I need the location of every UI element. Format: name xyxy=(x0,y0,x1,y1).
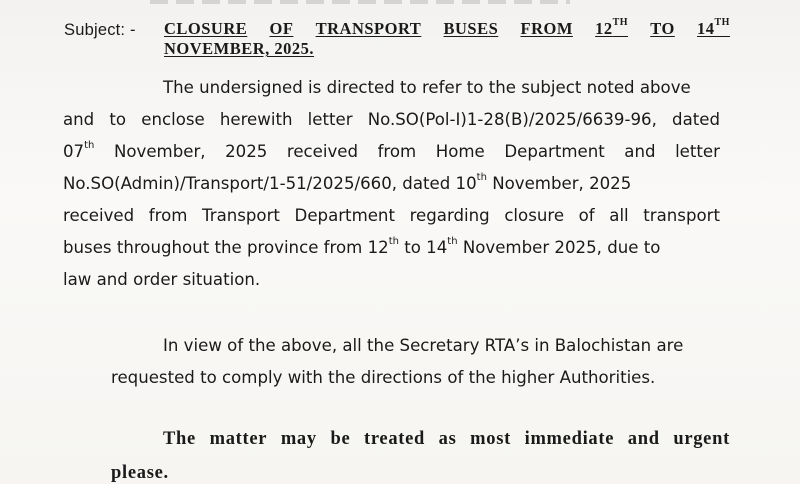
para1-line-2: and to enclose herewith letter No.SO(Pol-I)1-28(B)/2025/6639-96, dated xyxy=(63,110,720,129)
closing-line-1: The matter may be treated as most immediate and urgent xyxy=(163,429,730,449)
para1-line-4: No.SO(Admin)/Transport/1-51/2025/660, dated 10th November, 2025 xyxy=(63,172,632,193)
subject-word: CLOSURE xyxy=(164,19,248,38)
subject-date-start: 12TH xyxy=(595,17,629,38)
subject-word: TO xyxy=(650,19,675,38)
para2-line-1: In view of the above, all the Secretary RTA’s in Balochistan are xyxy=(163,336,684,355)
para1-line-3: 07th November, 2025 received from Home Department and letter xyxy=(63,140,720,161)
para1-line-5: received from Transport Department regarding closure of all transport xyxy=(63,206,720,225)
subject-date-end: 14TH xyxy=(697,17,730,38)
closing-line-2: please. xyxy=(111,463,169,483)
subject-title-line-1 xyxy=(164,19,730,39)
subject-label: Subject: - xyxy=(64,21,136,39)
cropped-top-line xyxy=(150,0,570,4)
para1-line-1: The undersigned is directed to refer to the subject noted above xyxy=(163,78,691,97)
para1-line-6: buses throughout the province from 12th to 14th November 2025, due to xyxy=(63,236,661,257)
subject-word: OF xyxy=(269,19,294,38)
subject-word: TRANSPORT xyxy=(315,19,422,38)
subject-title-line-2: NOVEMBER, 2025. xyxy=(164,39,315,58)
para2-line-2: requested to comply with the directions of the higher Authorities. xyxy=(111,368,656,387)
para1-line-7: law and order situation. xyxy=(63,270,261,289)
subject-word: BUSES xyxy=(443,19,499,38)
subject-word: FROM xyxy=(520,19,573,38)
